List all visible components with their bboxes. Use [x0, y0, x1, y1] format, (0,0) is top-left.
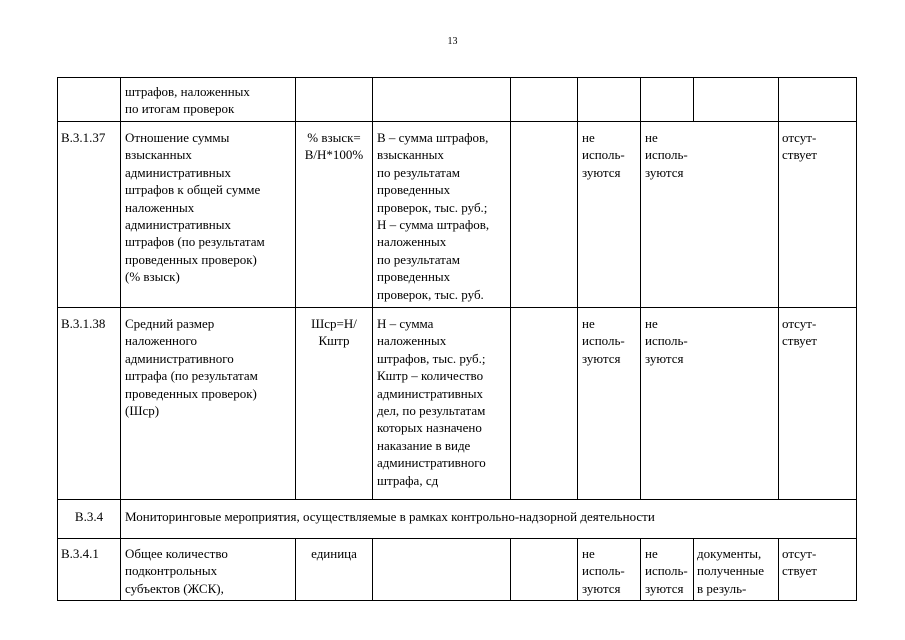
indicator-id-cell: В.3.1.38: [61, 316, 106, 331]
indicator-usage-cell: не исполь- зуются: [645, 546, 688, 596]
indicator-name-cell: Общее количество подконтрольных субъектов (ЖСК),: [125, 546, 228, 596]
table-rule: [577, 538, 578, 601]
table-rule: [57, 77, 857, 78]
table-rule: [510, 77, 511, 500]
table-rule: [778, 538, 779, 601]
table-rule: [640, 77, 641, 500]
indicator-description-cell: В – сумма штрафов, взысканных по результатам проведенных проверок, тыс. руб.; Н – сумма штрафов, наложенных по результатам проведенных проверок, тыс. руб.: [377, 130, 490, 302]
table-rule: [120, 77, 121, 601]
table-rule: [57, 307, 857, 308]
table-rule: [856, 77, 857, 601]
indicator-formula-cell: % взыск= В/Н*100%: [304, 130, 364, 163]
indicator-usage-cell: не исполь- зуются: [645, 316, 688, 366]
indicator-status-cell: отсут- ствует: [782, 546, 817, 579]
table-rule: [57, 538, 857, 539]
table-rule: [693, 538, 694, 601]
indicator-usage-cell: не исполь- зуются: [582, 546, 625, 596]
indicator-description-cell: Н – сумма наложенных штрафов, тыс. руб.; Кштр – количество административных дел, по результатам которых назначено наказание в виде административного штрафа, сд: [377, 316, 486, 488]
section-id-cell: В.3.4: [74, 509, 104, 524]
indicator-name-cell: Отношение суммы взысканных административных штрафов к общей сумме наложенных административных штрафов (по результатам проведенных проверок) (% взыск): [125, 130, 265, 285]
indicator-usage-cell: не исполь- зуются: [582, 316, 625, 366]
indicator-status-cell: отсут- ствует: [782, 130, 817, 163]
table-rule: [372, 538, 373, 601]
indicator-name-cell: штрафов, наложенных по итогам проверок: [125, 84, 250, 117]
indicator-id-cell: В.3.1.37: [61, 130, 106, 145]
indicator-name-cell: Средний размер наложенного административного штрафа (по результатам проведенных проверок) (Шср): [125, 316, 258, 419]
indicator-id-cell: В.3.4.1: [61, 546, 99, 561]
indicator-source-cell: документы, полученные в резуль-: [697, 546, 764, 596]
page-number: 13: [447, 36, 458, 47]
indicator-usage-cell: не исполь- зуются: [645, 130, 688, 180]
table-rule: [57, 121, 857, 122]
table-rule: [510, 538, 511, 601]
indicator-formula-cell: Шср=Н/ Кштр: [311, 316, 357, 349]
table-rule: [640, 538, 641, 601]
section-title-cell: Мониторинговые мероприятия, осуществляемые в рамках контрольно-надзорной деятельности: [125, 509, 655, 524]
table-rule: [372, 77, 373, 500]
table-rule: [57, 600, 857, 601]
indicator-usage-cell: не исполь- зуются: [582, 130, 625, 180]
table-rule: [778, 77, 779, 500]
indicator-formula-cell: единица: [311, 546, 357, 561]
table-rule: [57, 499, 857, 500]
table-rule: [577, 77, 578, 500]
indicator-status-cell: отсут- ствует: [782, 316, 817, 349]
table-rule: [693, 77, 694, 122]
